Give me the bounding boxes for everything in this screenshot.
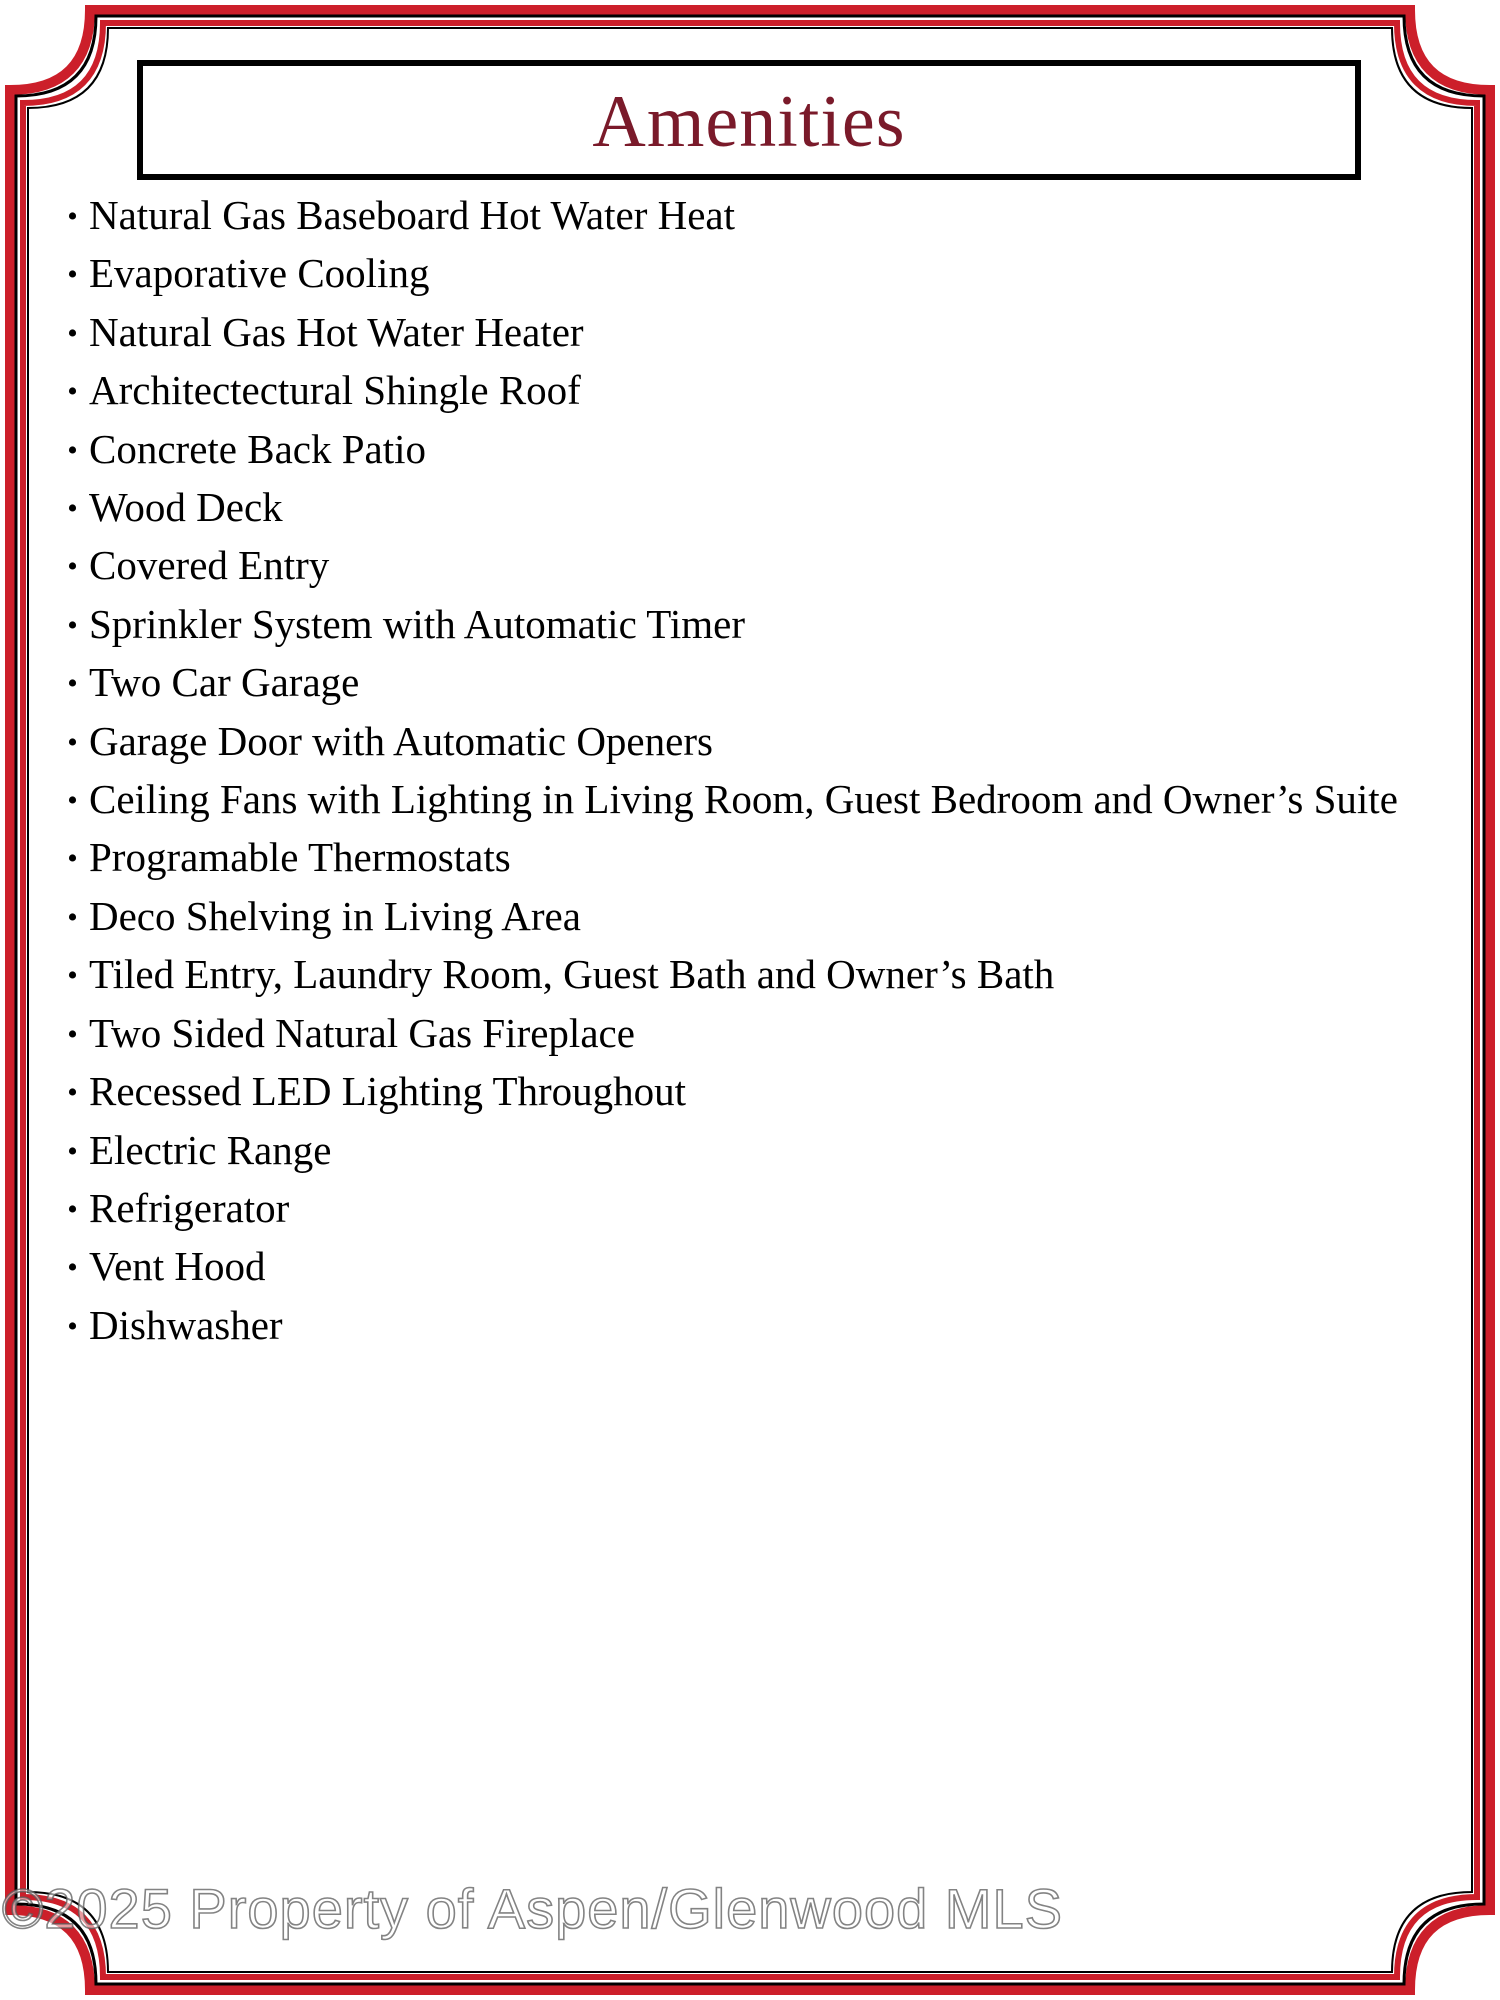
amenity-item — [56, 888, 1456, 946]
bullet-icon: • — [67, 608, 78, 642]
amenity-item — [56, 1063, 1456, 1121]
bullet-icon: • — [67, 200, 78, 233]
bullet-icon: • — [67, 667, 78, 701]
amenity-item — [56, 596, 1456, 654]
bullet-icon: • — [67, 784, 78, 818]
amenity-text: Covered Entry — [89, 542, 330, 589]
amenity-text: Concrete Back Patio — [89, 425, 427, 472]
amenity-text: Natural Gas Hot Water Heater — [89, 308, 584, 355]
amenity-item — [56, 654, 1456, 712]
bullet-icon: • — [67, 1309, 78, 1343]
amenity-item — [56, 537, 1456, 595]
bullet-icon: • — [67, 375, 78, 409]
amenity-text: Sprinkler System with Automatic Timer — [89, 600, 746, 647]
amenity-text: Refrigerator — [89, 1184, 290, 1231]
amenity-item — [56, 829, 1456, 887]
amenity-item — [56, 771, 1456, 829]
bullet-icon: • — [67, 725, 78, 759]
bullet-icon: • — [67, 492, 78, 526]
bullet-icon: • — [67, 842, 78, 876]
amenity-text: Two Sided Natural Gas Fireplace — [89, 1009, 635, 1056]
amenity-text: Architectectural Shingle Roof — [89, 367, 581, 414]
bullet-icon: • — [67, 1134, 78, 1168]
bullet-icon: • — [67, 316, 78, 350]
amenity-item — [56, 1005, 1456, 1063]
watermark: ©2025 Property of Aspen/Glenwood MLS — [2, 1877, 1063, 1940]
amenity-item — [56, 362, 1456, 420]
amenity-text: Wood Deck — [89, 484, 283, 531]
amenity-item — [56, 245, 1456, 303]
page-title: Amenities — [592, 81, 906, 163]
amenity-text: Dishwasher — [89, 1301, 283, 1348]
amenity-text: Natural Gas Baseboard Hot Water Heat — [89, 192, 736, 238]
amenity-item — [56, 304, 1456, 362]
title-box — [137, 60, 1361, 180]
bullet-icon: • — [67, 959, 78, 993]
amenity-text: Two Car Garage — [89, 659, 360, 706]
amenity-item — [56, 946, 1456, 1004]
amenities-list — [56, 187, 1456, 1355]
amenity-text: Ceiling Fans with Lighting in Living Room, Guest Bedroom and Owner’s Suite — [89, 776, 1398, 823]
amenity-text: Garage Door with Automatic Openers — [89, 717, 713, 764]
bullet-icon: • — [67, 1017, 78, 1051]
bullet-icon: • — [67, 258, 78, 292]
amenity-item — [56, 1297, 1456, 1355]
amenity-text: Deco Shelving in Living Area — [89, 892, 581, 939]
bullet-icon: • — [67, 900, 78, 934]
bullet-icon: • — [67, 433, 78, 467]
amenity-text: Vent Hood — [89, 1243, 266, 1290]
amenity-item — [56, 479, 1456, 537]
amenity-text: Electric Range — [89, 1126, 332, 1173]
bullet-icon: • — [67, 1076, 78, 1110]
amenity-item — [56, 1238, 1456, 1296]
amenity-item — [56, 187, 1456, 245]
amenity-item — [56, 1180, 1456, 1238]
amenity-text: Evaporative Cooling — [89, 250, 430, 297]
amenity-item — [56, 1122, 1456, 1180]
amenity-text: Tiled Entry, Laundry Room, Guest Bath and Owner’s Bath — [89, 951, 1055, 998]
bullet-icon: • — [67, 1192, 78, 1226]
amenity-item — [56, 421, 1456, 479]
amenity-text: Programable Thermostats — [89, 834, 511, 881]
amenity-text: Recessed LED Lighting Throughout — [89, 1068, 687, 1115]
amenity-item — [56, 713, 1456, 771]
bullet-icon: • — [67, 1251, 78, 1285]
bullet-icon: • — [67, 550, 78, 584]
